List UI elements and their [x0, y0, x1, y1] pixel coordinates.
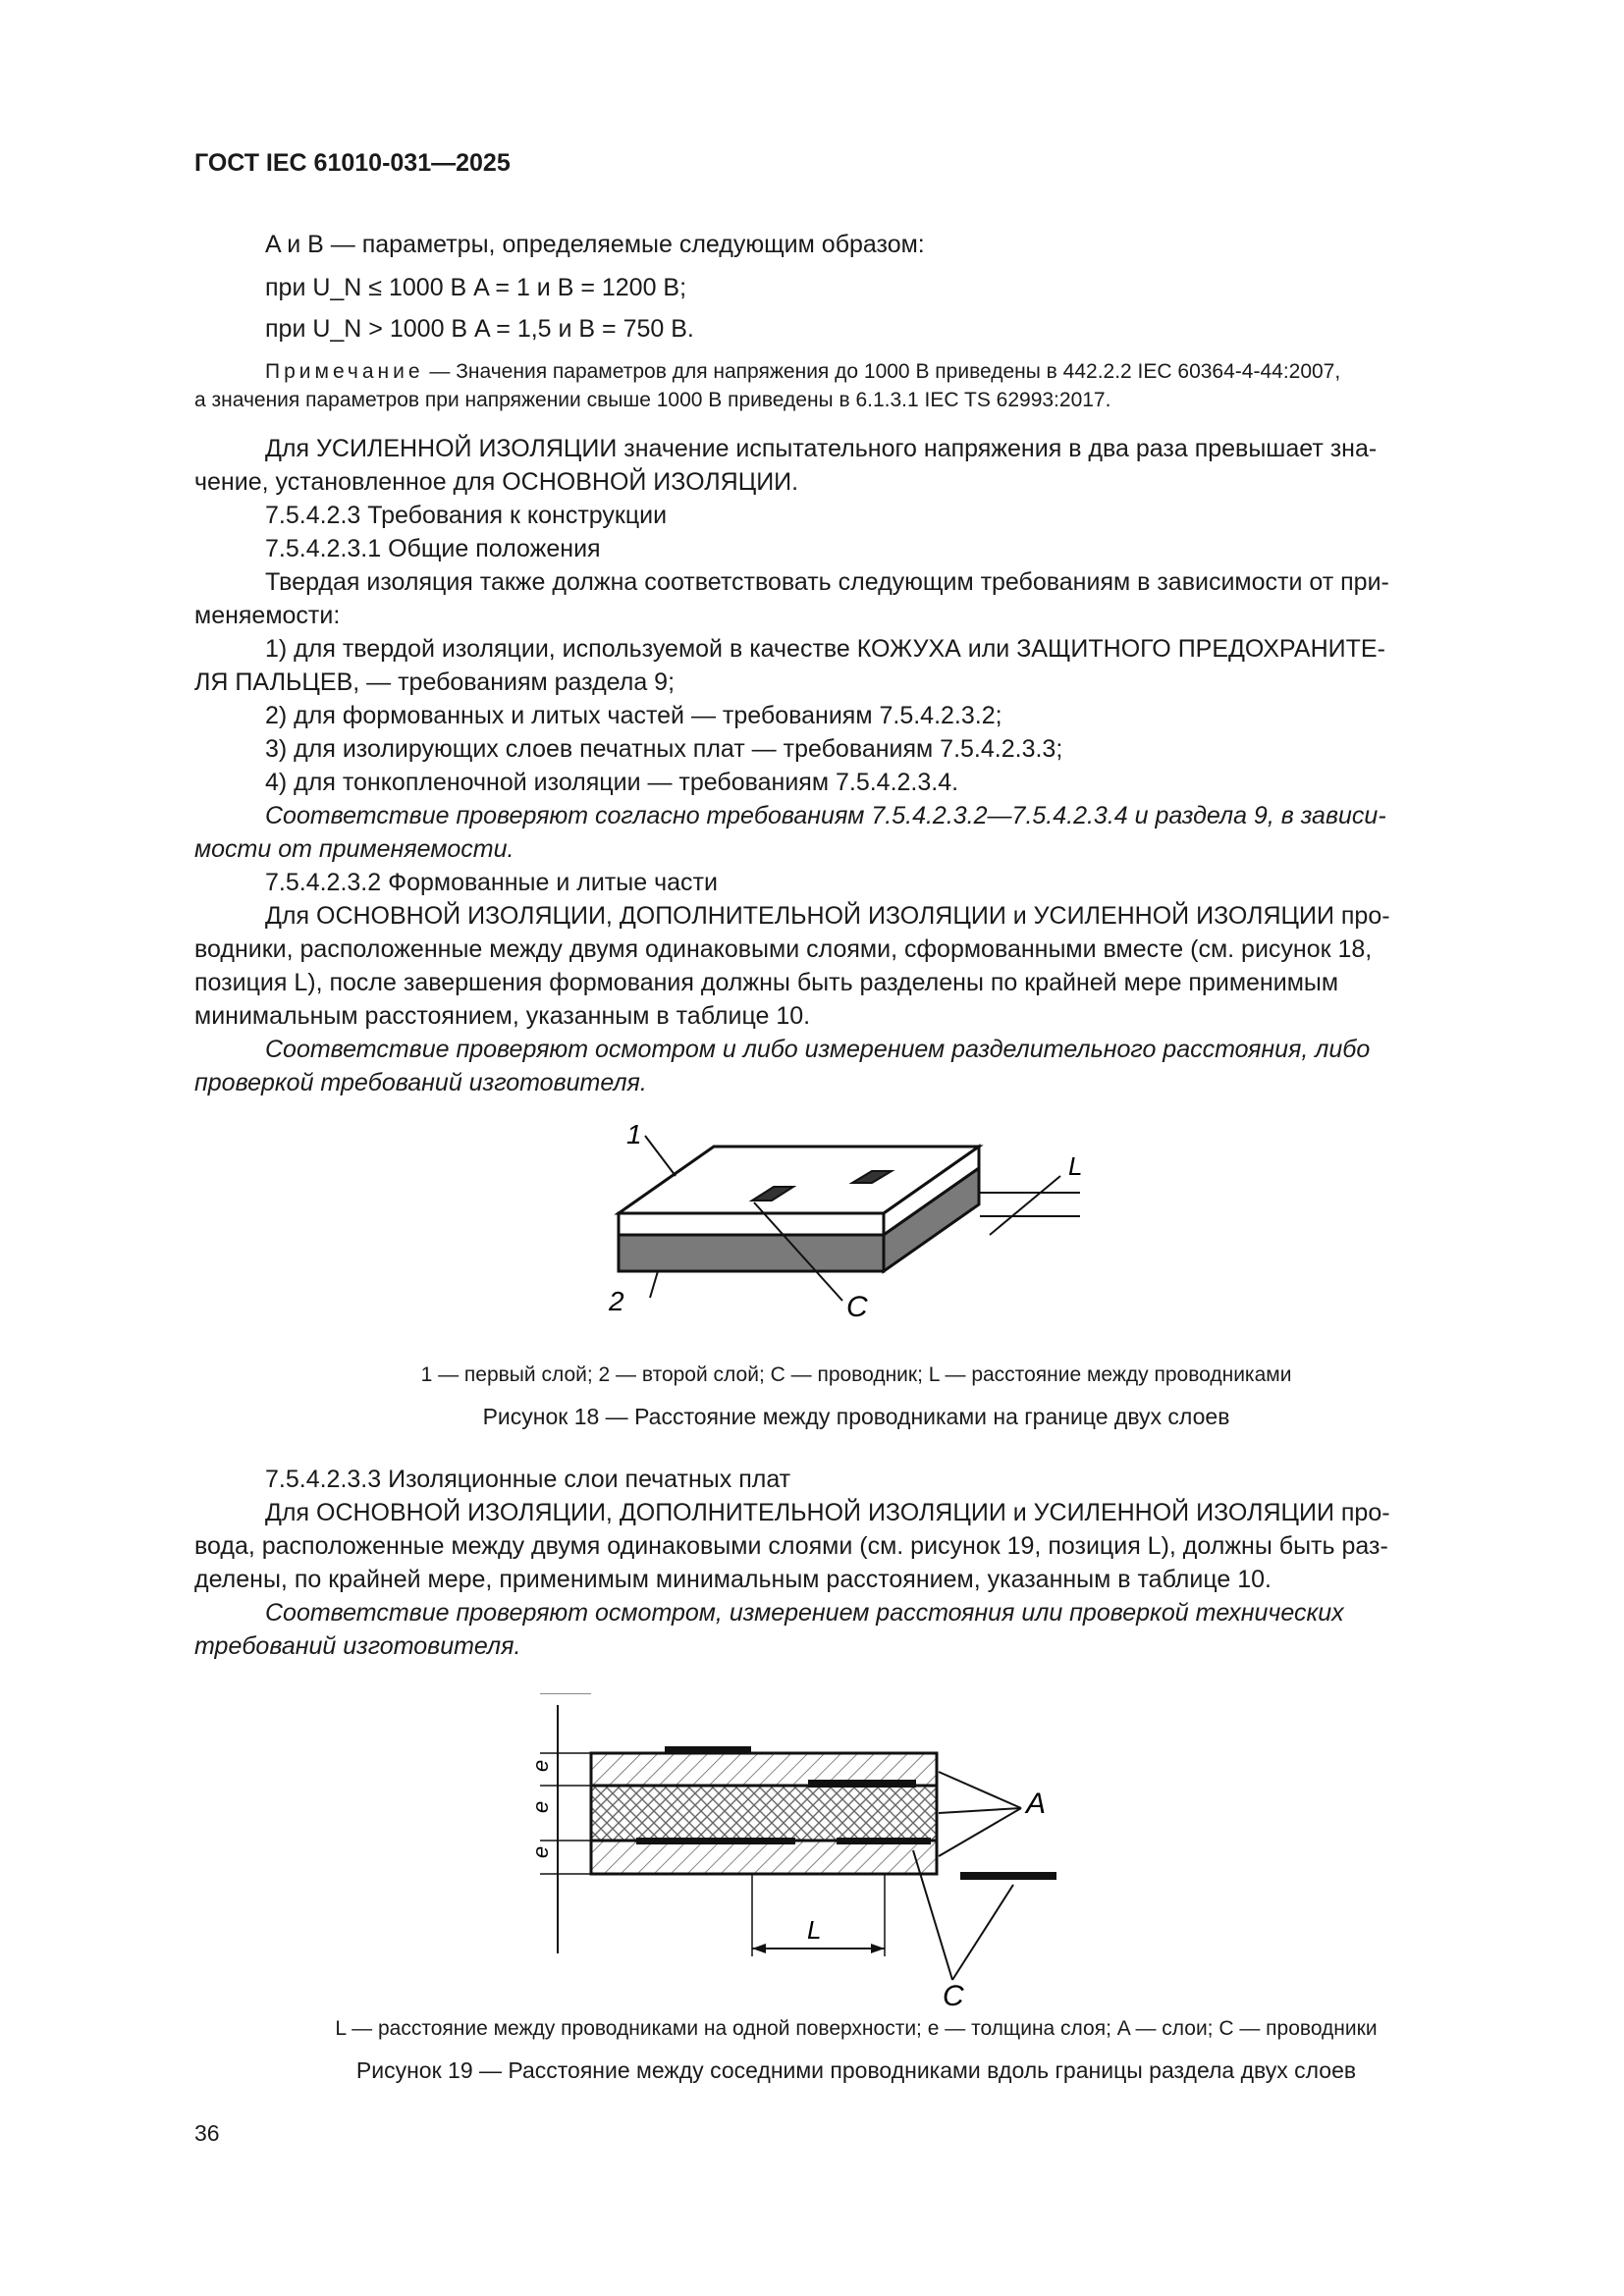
- layer-1-front-face: [619, 1213, 884, 1235]
- figure-18-diagram: [589, 1114, 1100, 1325]
- param-case-low: при U_N ≤ 1000 В A = 1 и B = 1200 В;: [265, 274, 687, 301]
- fig18-label-l: L: [1068, 1151, 1083, 1181]
- figure-18-caption: Рисунок 18 — Расстояние между проводниками на границе двух слоев: [482, 1404, 1230, 1429]
- para-3-line-a: Для ОСНОВНОЙ ИЗОЛЯЦИИ, ДОПОЛНИТЕЛЬНОЙ ИЗОЛЯЦИИ и УСИЛЕННОЙ ИЗОЛЯЦИИ про-: [265, 902, 1390, 930]
- leader-a-1: [939, 1772, 1021, 1808]
- note-line-2: а значения параметров при напряжении свыше 1000 В приведены в 6.1.3.1 IEC TS 62993:2017.: [194, 389, 1111, 411]
- section-7-5-4-2-3-3: 7.5.4.2.3.3 Изоляционные слои печатных плат: [265, 1466, 791, 1493]
- conductor-interface-right: [837, 1838, 931, 1844]
- para-3-line-d: минимальным расстоянием, указанным в таблице 10.: [194, 1002, 811, 1030]
- conductor-top-inner: [808, 1780, 916, 1788]
- para-2-line-b: меняемости:: [194, 602, 341, 629]
- conductor-interface-left: [636, 1838, 795, 1844]
- para-4-line-b: вода, расположенные между двумя одинаковыми слоями (см. рисунок 19, позиция L), должны быть раз-: [194, 1532, 1388, 1560]
- leader-c-2: [952, 1885, 1013, 1980]
- para-3-line-b: водники, расположенные между двумя одинаковыми слоями, сформованными вместе (см. рисунок 18,: [194, 935, 1373, 963]
- para-2-line-a: Твердая изоляция также должна соответствовать следующим требованиям в зависимости от при-: [265, 568, 1389, 596]
- compliance-2-line-a: Соответствие проверяют осмотром и либо измерением разделительного расстояния, либо: [265, 1036, 1371, 1063]
- fig18-label-2: 2: [609, 1286, 624, 1316]
- para-4-line-a: Для ОСНОВНОЙ ИЗОЛЯЦИИ, ДОПОЛНИТЕЛЬНОЙ ИЗОЛЯЦИИ и УСИЛЕННОЙ ИЗОЛЯЦИИ про-: [265, 1499, 1390, 1526]
- note-text-1: — Значения параметров для напряжения до 1000 В приведены в 442.2.2 IEC 60364-4-44:2007,: [429, 360, 1341, 383]
- conductor-bottom-outer: [960, 1872, 1056, 1880]
- document-header: ГОСТ IEC 61010-031—2025: [194, 149, 511, 177]
- fig19-label-l: L: [807, 1915, 822, 1945]
- list-item-1b: ЛЯ ПАЛЬЦЕВ, — требованиям раздела 9;: [194, 668, 676, 696]
- fig19-label-e-1: e: [528, 1759, 553, 1772]
- section-7-5-4-2-3-1: 7.5.4.2.3.1 Общие положения: [265, 535, 601, 562]
- leader-a-2: [939, 1808, 1021, 1813]
- fig19-label-c: C: [943, 1980, 964, 2007]
- list-item-4: 4) для тонкопленочной изоляции — требованиям 7.5.4.2.3.4.: [265, 769, 959, 796]
- figure-19-diagram: [501, 1693, 1227, 2007]
- param-definition: A и B — параметры, определяемые следующим образом:: [265, 231, 925, 258]
- para-4-line-c: делены, по крайней мере, применимым минимальным расстоянием, указанным в таблице 10.: [194, 1566, 1272, 1593]
- compliance-1-line-a: Соответствие проверяют согласно требованиям 7.5.4.2.3.2—7.5.4.2.3.4 и раздела 9, в зависи-: [265, 802, 1386, 829]
- fig18-label-c: C: [846, 1291, 868, 1323]
- compliance-3-line-b: требований изготовителя.: [194, 1632, 521, 1660]
- compliance-2-line-b: проверкой требований изготовителя.: [194, 1069, 647, 1096]
- leader-1: [645, 1136, 676, 1176]
- dimension-arrow: [990, 1176, 1060, 1235]
- section-7-5-4-2-3-2: 7.5.4.2.3.2 Формованные и литые части: [265, 869, 718, 896]
- note-label: Примечание: [265, 360, 424, 383]
- page-number: 36: [194, 2120, 220, 2146]
- list-item-2: 2) для формованных и литых частей — требованиям 7.5.4.2.3.2;: [265, 702, 1002, 729]
- leader-2: [650, 1271, 658, 1298]
- fig19-label-e-2: e: [528, 1800, 553, 1813]
- fig19-label-e-3: e: [528, 1845, 553, 1858]
- fig18-label-1: 1: [626, 1119, 642, 1149]
- leader-a-3: [939, 1808, 1021, 1856]
- para-1-line-b: чение, установленное для ОСНОВНОЙ ИЗОЛЯЦИИ.: [194, 468, 799, 496]
- note-line-1: [265, 357, 1340, 386]
- param-case-high: при U_N > 1000 В A = 1,5 и B = 750 В.: [265, 315, 694, 343]
- layer-2-front-face: [619, 1235, 884, 1271]
- compliance-1-line-b: мости от применяемости.: [194, 835, 514, 863]
- section-7-5-4-2-3: 7.5.4.2.3 Требования к конструкции: [265, 502, 668, 529]
- fig19-label-a: A: [1026, 1788, 1047, 1820]
- compliance-3-line-a: Соответствие проверяют осмотром, измерением расстояния или проверкой технических: [265, 1599, 1344, 1627]
- layer-bottom: [591, 1841, 937, 1874]
- list-item-1a: 1) для твердой изоляции, используемой в качестве КОЖУХА или ЗАЩИТНОГО ПРЕДОХРАНИТЕ-: [265, 635, 1385, 663]
- layer-middle: [591, 1786, 937, 1841]
- para-1-line-a: Для УСИЛЕННОЙ ИЗОЛЯЦИИ значение испытательного напряжения в два раза превышает зна-: [265, 435, 1378, 462]
- figure-19-caption: Рисунок 19 — Расстояние между соседними проводниками вдоль границы раздела двух слоев: [355, 2057, 1357, 2083]
- figure-18-legend: 1 — первый слой; 2 — второй слой; C — проводник; L — расстояние между проводниками: [420, 1363, 1292, 1386]
- para-3-line-c: позиция L), после завершения формования должны быть разделены по крайней мере применимым: [194, 969, 1339, 996]
- conductor-top-outer: [665, 1746, 751, 1754]
- list-item-3: 3) для изолирующих слоев печатных плат — требованиям 7.5.4.2.3.3;: [265, 735, 1063, 763]
- figure-19-legend: L — расстояние между проводниками на одной поверхности; e — толщина слоя; A — слои; C — проводники: [335, 2017, 1378, 2040]
